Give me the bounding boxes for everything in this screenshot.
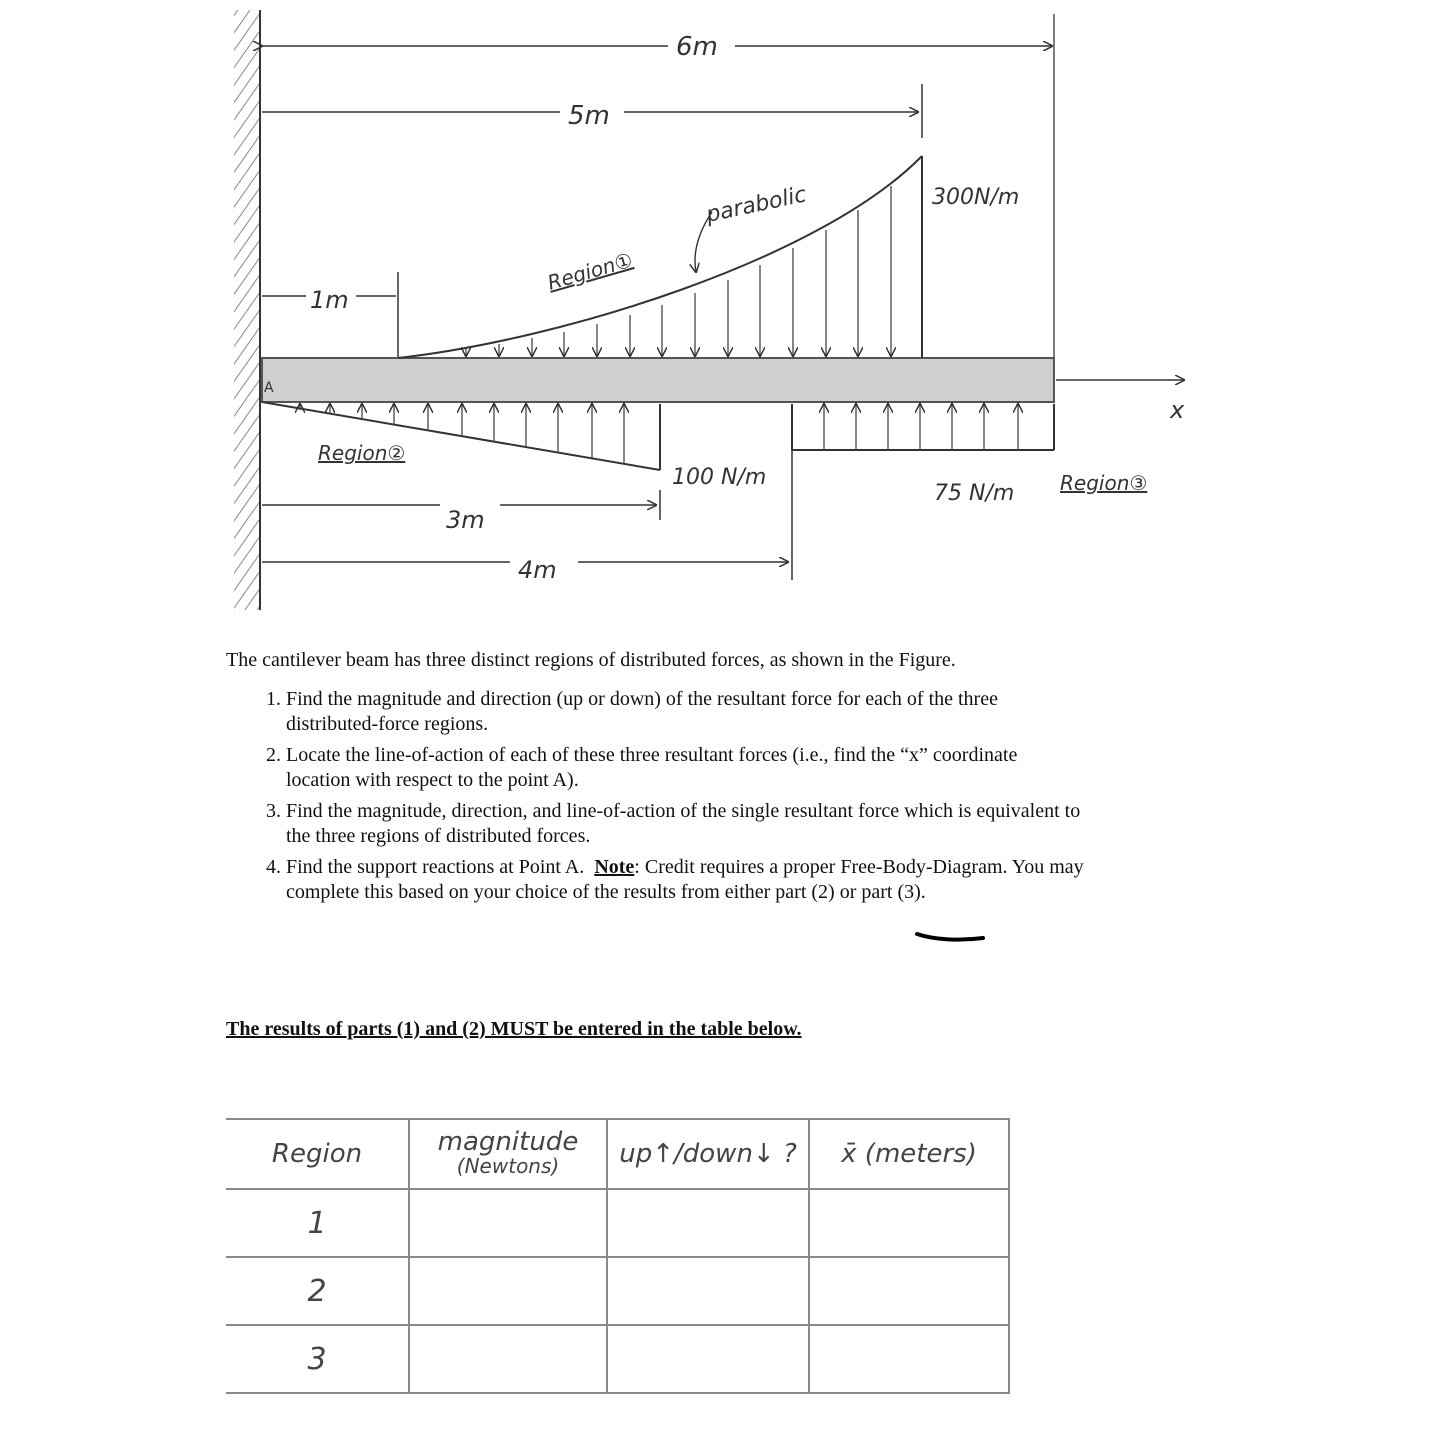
- dimension-4m: [262, 404, 792, 584]
- dimension-3m: [262, 490, 660, 534]
- cell-magnitude[interactable]: [409, 1325, 607, 1393]
- dimension-5m: [262, 84, 922, 138]
- note-text: : Credit requires a proper Free-Body-Diagram. You may complete this based on your choice of the results from either part (2) or part (3).: [286, 856, 1084, 903]
- problem-item-4-text: Find the support reactions at Point A.: [286, 856, 585, 878]
- beam: [262, 358, 1054, 402]
- problem-item-4: [286, 855, 1086, 905]
- cell-region: 1: [226, 1189, 409, 1257]
- table-instruction: The results of parts (1) and (2) MUST be entered in the table below.: [226, 1018, 802, 1040]
- cell-direction[interactable]: [607, 1189, 809, 1257]
- dim-6m-label: 6m: [676, 32, 718, 62]
- table-row: [226, 1325, 1009, 1393]
- problem-list: [226, 687, 1086, 905]
- table-header-row: [226, 1119, 1009, 1189]
- load-300-label: 300N/m: [932, 185, 1020, 210]
- region-3-label: Region③: [1060, 471, 1148, 495]
- table-row: [226, 1257, 1009, 1325]
- x-axis: [1056, 380, 1185, 424]
- cell-xbar[interactable]: [809, 1189, 1009, 1257]
- region-1-label: Region①: [544, 247, 636, 295]
- cell-magnitude[interactable]: [409, 1257, 607, 1325]
- region-3-load: [792, 404, 1147, 506]
- problem-item-3: 3. Find the magnitude, direction, and line-of-action of the single resultant force which is equivalent to the three regions of distributed forces.: [286, 799, 1086, 849]
- point-a-label: A: [264, 380, 274, 396]
- cell-xbar[interactable]: [809, 1325, 1009, 1393]
- beam-figure: [0, 0, 1442, 640]
- region-2-label: Region②: [318, 441, 406, 465]
- wall-support: [234, 10, 260, 610]
- header-magnitude: [409, 1119, 607, 1189]
- x-axis-label: x: [1170, 396, 1185, 424]
- header-magnitude-unit: (Newtons): [456, 1154, 560, 1178]
- table-row: [226, 1189, 1009, 1257]
- dim-1m-label: 1m: [310, 286, 349, 314]
- parabolic-label: parabolic: [704, 182, 809, 228]
- note-label: Note: [594, 856, 635, 878]
- header-magnitude-label: magnitude: [437, 1127, 579, 1157]
- header-direction: up↑/down↓ ?: [607, 1119, 809, 1189]
- results-table: [226, 1118, 1010, 1394]
- dim-5m-label: 5m: [568, 101, 610, 131]
- problem-item-1: 1. Find the magnitude and direction (up or down) of the resultant force for each of the three distributed-force regions.: [286, 687, 1086, 737]
- dimension-6m: [262, 32, 1052, 62]
- dim-3m-label: 3m: [446, 506, 485, 534]
- problem-intro: The cantilever beam has three distinct regions of distributed forces, as shown in the Figure.: [226, 649, 956, 671]
- region-1-load: [398, 156, 1019, 358]
- handwritten-underline-mark: [915, 930, 985, 944]
- dimension-1m: [262, 272, 398, 358]
- region-2-load: [262, 402, 766, 490]
- header-xbar: x̄ (meters): [809, 1119, 1009, 1189]
- dim-4m-label: 4m: [518, 556, 557, 584]
- cell-xbar[interactable]: [809, 1257, 1009, 1325]
- cell-direction[interactable]: [607, 1325, 809, 1393]
- cell-magnitude[interactable]: [409, 1189, 607, 1257]
- cell-region: 2: [226, 1257, 409, 1325]
- load-75-label: 75 N/m: [934, 481, 1015, 506]
- header-region: Region: [226, 1119, 409, 1189]
- load-100-label: 100 N/m: [672, 465, 767, 490]
- problem-statement: [226, 648, 1086, 911]
- problem-item-2: 2. Locate the line-of-action of each of these three resultant forces (i.e., find the “x” coordinate location with respect to the point A).: [286, 743, 1086, 793]
- cell-region: 3: [226, 1325, 409, 1393]
- cell-direction[interactable]: [607, 1257, 809, 1325]
